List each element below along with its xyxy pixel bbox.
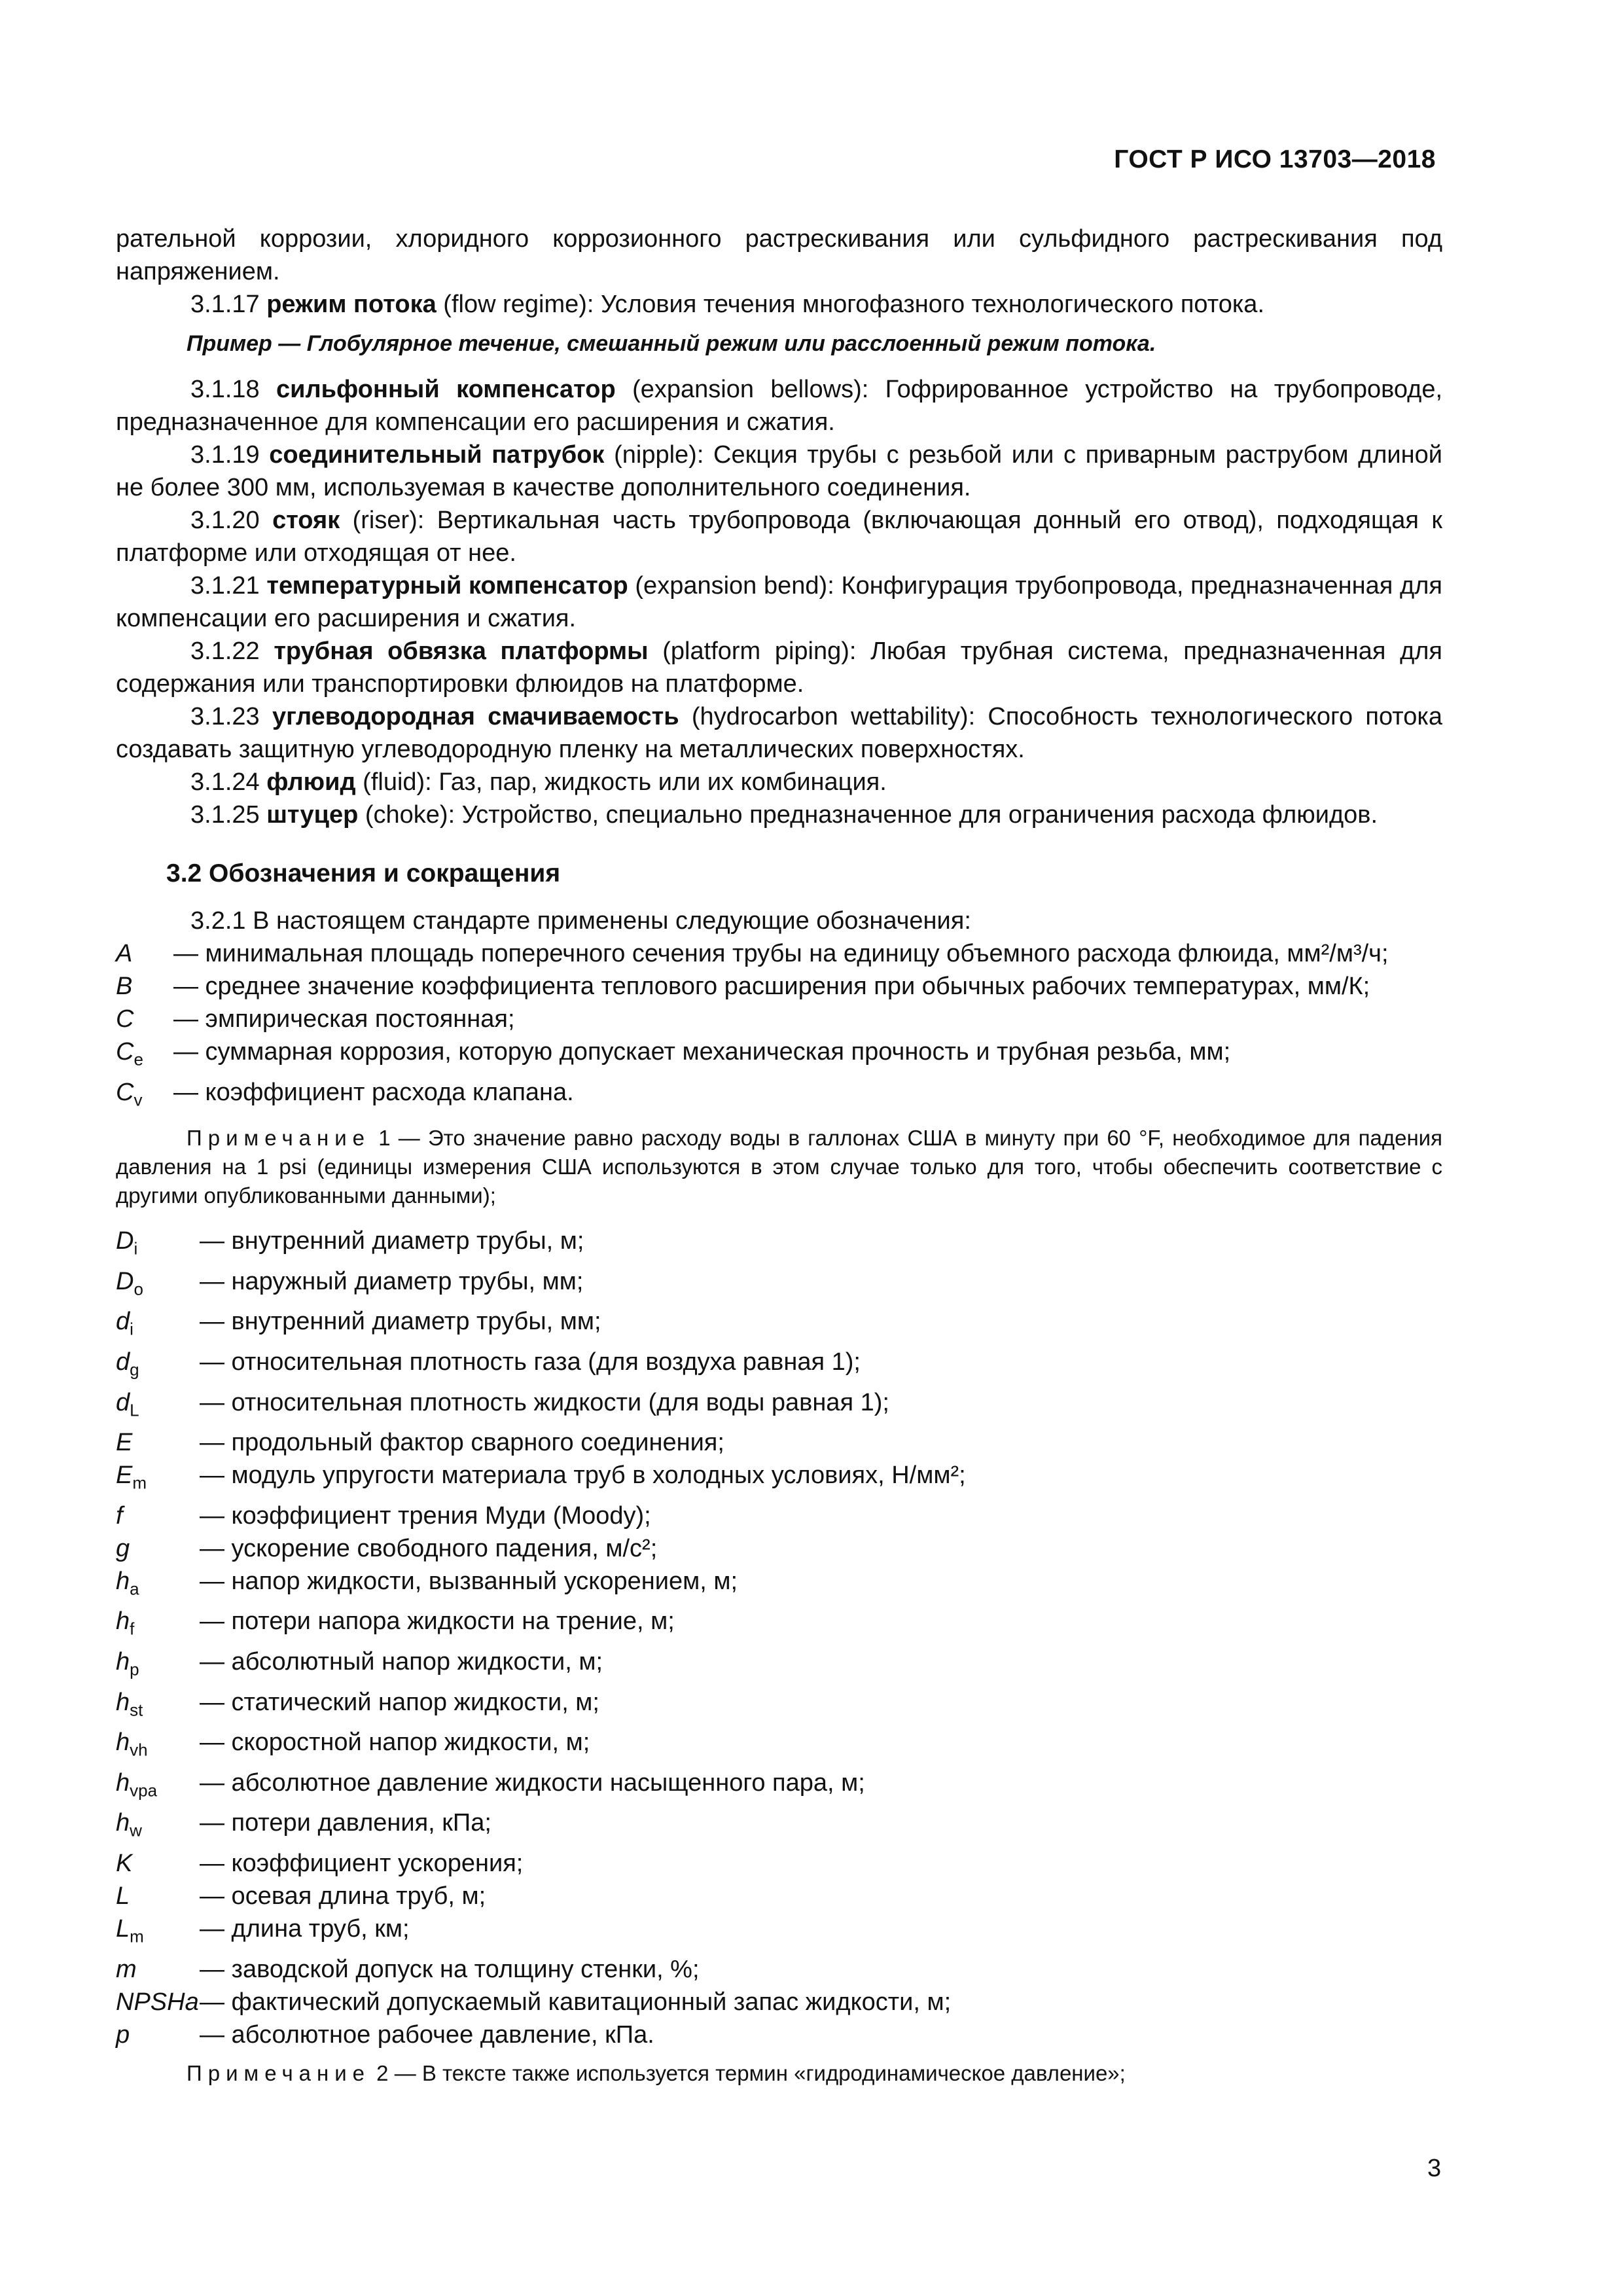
symbol-description: — среднее значение коэффициента теплового расширения при обычных рабочих температурах, мм/К;	[173, 973, 1370, 1000]
symbol-letter: L	[116, 1882, 130, 1910]
symbol	[116, 1726, 200, 1767]
symbol-letter: h	[116, 1768, 130, 1797]
symbol-description: — длина труб, км;	[200, 1914, 410, 1943]
note-2	[116, 2059, 1442, 2088]
symbol-letter: h	[116, 1647, 130, 1676]
example-note: Пример — Глобулярное течение, смешанный режим или расслоенный режим потока.	[187, 331, 1156, 356]
symbol-description: — потери давления, кПа;	[200, 1809, 491, 1837]
term-number: 3.1.20	[190, 507, 260, 534]
symbol	[116, 1767, 200, 1807]
symbol-description: — внутренний диаметр трубы, м;	[200, 1227, 584, 1255]
symbol-subscript: m	[132, 1473, 147, 1493]
term-name: сильфонный компенсатор	[276, 376, 616, 403]
symbol-description: — модуль упругости материала труб в холодных условиях, Н/мм²;	[200, 1462, 966, 1490]
document-body	[116, 223, 1442, 2102]
symbol-letter: D	[116, 1227, 134, 1255]
term-number: 3.1.24	[190, 768, 260, 796]
symbol-subscript: i	[134, 1238, 138, 1259]
page-number: 3	[1427, 2155, 1442, 2182]
symbol	[116, 1847, 200, 1880]
symbol-description: — суммарная коррозия, которую допускает механическая прочность и трубная резьба, мм;	[173, 1038, 1231, 1066]
term-entry	[116, 288, 1442, 321]
term-entry	[116, 635, 1442, 700]
symbol	[116, 1565, 200, 1605]
note-2-text: 2 — В тексте также используется термин «гидродинамическое давление»;	[370, 2060, 1126, 2085]
symbol	[116, 2018, 200, 2051]
term-entry	[116, 569, 1442, 635]
term-number: 3.1.21	[190, 572, 260, 600]
term-number: 3.1.17	[190, 291, 260, 318]
symbol-subscript: vh	[130, 1740, 148, 1760]
symbol	[116, 1986, 200, 2018]
symbol-letter: D	[116, 1267, 134, 1295]
term-name: соединительный патрубок	[269, 441, 605, 469]
symbol	[116, 1265, 200, 1306]
symbol	[116, 1499, 200, 1532]
symbol-letter: f	[116, 1501, 123, 1530]
symbol-subscript: f	[130, 1619, 135, 1639]
symbol	[116, 1645, 200, 1686]
symbol-description: — абсолютный напор жидкости, м;	[200, 1647, 603, 1676]
symbol-description: — наружный диаметр трубы, мм;	[200, 1267, 584, 1295]
section-intro: 3.2.1 В настоящем стандарте применены следующие обозначения:	[190, 907, 971, 935]
term-definition: (riser): Вертикальная часть трубопровода (включающая донный его отвод), подходящая к платформе или отходящая от нее.	[116, 507, 1443, 567]
term-name: температурный компенсатор	[266, 572, 628, 600]
term-definition: (choke): Устройство, специально предназначенное для ограничения расхода флюидов.	[358, 801, 1378, 829]
terms-list-b	[116, 373, 1442, 831]
term-number: 3.1.18	[190, 376, 260, 403]
symbol-description: — потери напора жидкости на трение, м;	[200, 1607, 675, 1636]
symbol-description: — напор жидкости, вызванный ускорением, м;	[200, 1567, 738, 1595]
symbol-description: — эмпирическая постоянная;	[173, 1005, 515, 1033]
symbol-letter: C	[116, 1005, 134, 1033]
symbol	[116, 1225, 200, 1265]
term-entry	[116, 373, 1442, 439]
symbol-subscript: L	[130, 1400, 139, 1420]
symbol-description: — коэффициент трения Муди (Moody);	[200, 1501, 651, 1530]
term-definition: (flow regime): Условия течения многофазного технологического потока.	[436, 291, 1264, 318]
symbol-description: — коэффициент ускорения;	[200, 1849, 524, 1877]
symbol-letter: d	[116, 1388, 130, 1416]
term-definition: (nipple): Секция трубы с резьбой или с приварным раструбом длиной не более 300 мм, используемая в качестве дополнительного соединения.	[116, 441, 1442, 501]
symbol-letter: B	[116, 973, 133, 1000]
symbol-subscript: p	[130, 1659, 139, 1679]
term-number: 3.1.22	[190, 637, 260, 665]
term-entry	[116, 439, 1442, 504]
symbol-letter: g	[116, 1534, 130, 1562]
note-1	[116, 1124, 1442, 1210]
symbol-letter: L	[116, 1914, 130, 1943]
symbol	[116, 1346, 200, 1386]
symbol-subscript: m	[130, 1926, 144, 1946]
symbol-letter: h	[116, 1729, 130, 1757]
symbol	[116, 1076, 173, 1117]
symbol-letter: A	[116, 940, 133, 967]
symbol-letter: h	[116, 1809, 130, 1837]
term-name: трубная обвязка платформы	[274, 637, 649, 665]
symbol-description: — абсолютное давление жидкости насыщенного пара, м;	[200, 1768, 865, 1797]
symbol-description: — относительная плотность газа (для воздуха равная 1);	[200, 1348, 861, 1376]
term-entry	[116, 766, 1442, 798]
term-definition: (fluid): Газ, пар, жидкость или их комбинация.	[355, 768, 887, 796]
terms-list-a	[116, 288, 1442, 321]
symbol-description: — скоростной напор жидкости, м;	[200, 1729, 590, 1757]
symbol	[116, 1953, 200, 1986]
symbol-letter: NPSHa	[116, 1988, 199, 2016]
symbol-subscript: w	[130, 1820, 142, 1840]
symbol-letter: K	[116, 1849, 133, 1877]
symbol-letter: C	[116, 1078, 134, 1106]
symbol-letter: d	[116, 1348, 130, 1376]
term-entry	[116, 700, 1442, 766]
symbol	[116, 1806, 200, 1847]
note-1-label: Примечание	[187, 1126, 371, 1151]
symbol-description: — фактический допускаемый кавитационный запас жидкости, м;	[200, 1988, 952, 2016]
symbol-description: — внутренний диаметр трубы, мм;	[200, 1308, 601, 1336]
symbol-description: — статический напор жидкости, м;	[200, 1688, 599, 1716]
symbols-list-b	[116, 1225, 1442, 2051]
symbol	[116, 1305, 200, 1346]
term-definition: (expansion bellows): Гофрированное устройство на трубопроводе, предназначенное для компенсации его расширения и сжатия.	[116, 376, 1443, 436]
symbol-letter: C	[116, 1038, 134, 1066]
section-title: 3.2 Обозначения и сокращения	[166, 859, 561, 888]
symbol-subscript: v	[134, 1090, 143, 1110]
term-name: стояк	[272, 507, 340, 534]
symbol	[116, 1912, 200, 1953]
term-name: углеводородная смачиваемость	[272, 703, 679, 730]
symbol-subscript: g	[130, 1359, 139, 1380]
symbol-description: — относительная плотность жидкости (для воды равная 1);	[200, 1388, 889, 1416]
term-name: штуцер	[266, 801, 359, 829]
symbol-letter: h	[116, 1607, 130, 1636]
symbol-subscript: o	[134, 1279, 143, 1299]
symbol-description: — продольный фактор сварного соединения;	[200, 1429, 724, 1457]
symbol-letter: h	[116, 1567, 130, 1595]
symbol-description: — минимальная площадь поперечного сечения трубы на единицу объемного расхода флюида, мм²/м³/ч;	[173, 940, 1389, 967]
symbol	[116, 1532, 200, 1565]
symbol	[116, 1426, 200, 1459]
symbol	[116, 1880, 200, 1912]
term-number: 3.1.25	[190, 801, 260, 829]
symbol-subscript: st	[130, 1700, 143, 1720]
term-definition: (platform piping): Любая трубная система, предназначенная для содержания или транспортировки флюидов на платформе.	[116, 637, 1442, 698]
term-number: 3.1.23	[190, 703, 260, 730]
symbol-letter: h	[116, 1688, 130, 1716]
note-1-text: 1 — Это значение равно расходу воды в галлонах США в минуту при 60 °F, необходимое для падения давления на 1 psi (единицы измерения США используются в этом случае только для того, чтобы обеспечить соответствие с другими опубликованными данными);	[116, 1126, 1442, 1208]
symbol-subscript: i	[130, 1319, 134, 1339]
symbol	[116, 1386, 200, 1427]
symbol-letter: E	[116, 1429, 133, 1457]
symbol-letter: d	[116, 1308, 130, 1336]
symbol-letter: p	[116, 2020, 130, 2049]
symbol-subscript: e	[134, 1049, 143, 1069]
symbol	[116, 970, 173, 1003]
symbol	[116, 1686, 200, 1727]
intro-paragraph: рательной коррозии, хлоридного коррозионного растрескивания или сульфидного растрескивания под напряжением.	[116, 225, 1442, 285]
note-2-label: Примечание	[187, 2060, 371, 2085]
term-name: флюид	[266, 768, 356, 796]
symbol-letter: m	[116, 1955, 137, 1983]
symbol-description: — ускорение свободного падения, м/с²;	[200, 1534, 658, 1562]
symbol	[116, 1605, 200, 1645]
document-header: ГОСТ Р ИСО 13703—2018	[1114, 145, 1436, 173]
symbol	[116, 1035, 173, 1076]
term-entry	[116, 798, 1442, 831]
symbol-subscript: vpa	[130, 1780, 158, 1801]
symbol-subscript: a	[130, 1579, 139, 1599]
term-name: режим потока	[266, 291, 437, 318]
symbols-list-a	[116, 937, 1442, 1116]
symbol-description: — абсолютное рабочее давление, кПа.	[200, 2020, 654, 2049]
term-definition: (hydrocarbon wettability): Способность технологического потока создавать защитную углеводородную пленку на металлических поверхностях.	[116, 703, 1442, 763]
symbol	[116, 1459, 200, 1499]
term-definition: (expansion bend): Конфигурация трубопровода, предназначенная для компенсации его расширения и сжатия.	[116, 572, 1442, 632]
term-entry	[116, 504, 1442, 569]
symbol-description: — коэффициент расхода клапана.	[173, 1078, 574, 1106]
symbol	[116, 937, 173, 970]
symbol-description: — осевая длина труб, м;	[200, 1882, 486, 1910]
symbol-description: — заводской допуск на толщину стенки, %;	[200, 1955, 700, 1983]
symbol	[116, 1003, 173, 1035]
symbol-letter: E	[116, 1462, 133, 1490]
term-number: 3.1.19	[190, 441, 260, 469]
